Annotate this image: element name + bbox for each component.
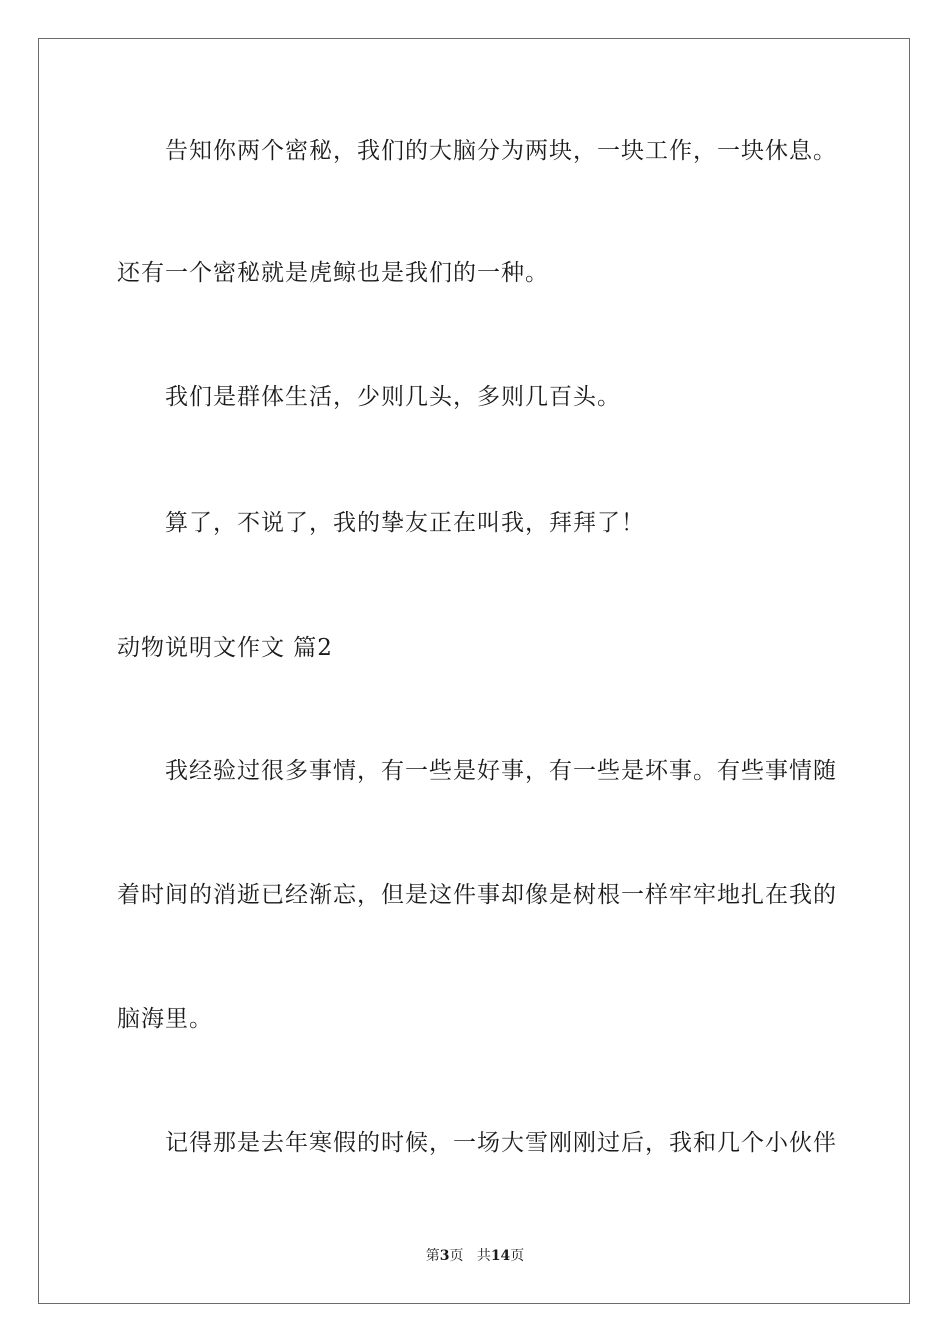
paragraph-line: 还有一个密秘就是虎鲸也是我们的一种。: [117, 260, 549, 286]
paragraph-line: 着时间的消逝已经渐忘，但是这件事却像是树根一样牢牢地扎在我的: [117, 882, 837, 908]
paragraph-line: 我经验过很多事情，有一些是好事，有一些是坏事。有些事情随: [165, 758, 837, 784]
page-footer: [0, 1247, 950, 1265]
total-pages: 14: [490, 1248, 511, 1264]
paragraph-line: 记得那是去年寒假的时候，一场大雪刚刚过后，我和几个小伙伴: [165, 1130, 837, 1156]
page-number: 3: [439, 1248, 450, 1264]
paragraph-line: 告知你两个密秘，我们的大脑分为两块，一块工作，一块休息。: [165, 138, 837, 164]
page-prefix: 第: [425, 1248, 440, 1264]
total-prefix: 共: [476, 1248, 491, 1264]
paragraph-line: 算了，不说了，我的挚友正在叫我，拜拜了！: [165, 510, 645, 536]
section-heading: 动物说明文作文 篇2: [117, 635, 333, 661]
page-border: [38, 38, 910, 1304]
paragraph-line: 我们是群体生活，少则几头，多则几百头。: [165, 384, 621, 410]
page-suffix: 页: [449, 1248, 464, 1264]
total-suffix: 页: [510, 1248, 525, 1264]
paragraph-line: 脑海里。: [117, 1006, 213, 1032]
